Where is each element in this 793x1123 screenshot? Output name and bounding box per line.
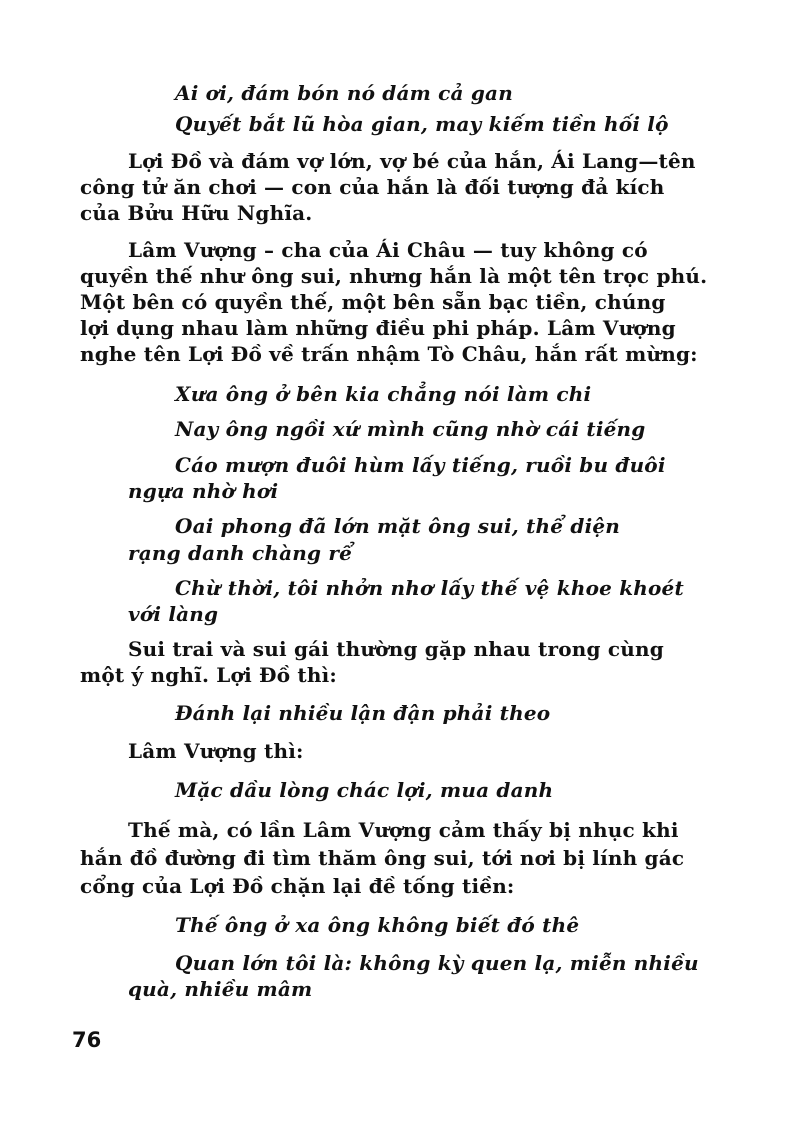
page-number: 76 — [72, 1028, 102, 1052]
paragraph-line: Lâm Vượng – cha của Ái Châu — tuy không có — [128, 238, 648, 262]
paragraph-line: cổng của Lợi Đồ chặn lại đề tống tiền: — [80, 874, 515, 898]
paragraph-line: của Bửu Hữu Nghĩa. — [80, 201, 313, 225]
verse-line: Mặc dầu lòng chác lợi, mua danh — [175, 778, 554, 802]
paragraph-line: lợi dụng nhau làm những điều phi pháp. Lâm Vượng — [80, 316, 676, 340]
paragraph-line: Một bên có quyền thế, một bên sẵn bạc tiền, chúng — [80, 290, 666, 314]
verse-line: Xưa ông ở bên kia chẳng nói làm chi — [175, 382, 592, 406]
paragraph-line: nghe tên Lợi Đồ về trấn nhậm Tò Châu, hắn rất mừng: — [80, 342, 698, 366]
verse-line: ngựa nhờ hơi — [128, 479, 279, 503]
paragraph-line: Lợi Đồ và đám vợ lớn, vợ bé của hắn, Ái Lang—tên — [128, 149, 696, 173]
verse-line: Đánh lại nhiều lận đận phải theo — [175, 701, 551, 725]
paragraph-line: Lâm Vượng thì: — [128, 739, 304, 763]
verse-line: Oai phong đã lớn mặt ông sui, thể diện — [175, 514, 621, 538]
verse-line: quà, nhiều mâm — [128, 977, 313, 1001]
verse-line: với làng — [128, 602, 219, 626]
verse-line: Cáo mượn đuôi hùm lấy tiếng, ruồi bu đuôi — [175, 453, 666, 477]
verse-line: Nay ông ngồi xứ mình cũng nhờ cái tiếng — [175, 417, 646, 441]
verse-line: Quyết bắt lũ hòa gian, may kiếm tiền hối lộ — [175, 112, 669, 136]
paragraph-line: Sui trai và sui gái thường gặp nhau trong cùng — [128, 637, 664, 661]
verse-line: Thế ông ở xa ông không biết đó thê — [175, 913, 580, 937]
paragraph-line: hắn đồ đường đi tìm thăm ông sui, tới nơi bị lính gác — [80, 846, 685, 870]
verse-line: rạng danh chàng rể — [128, 541, 353, 565]
verse-line: Chừ thời, tôi nhởn nhơ lấy thế vệ khoe khoét — [175, 576, 684, 600]
paragraph-line: công tử ăn chơi — con của hắn là đối tượng đả kích — [80, 175, 665, 199]
paragraph-line: một ý nghĩ. Lợi Đồ thì: — [80, 663, 337, 687]
paragraph-line: Thế mà, có lần Lâm Vượng cảm thấy bị nhục khi — [128, 818, 679, 842]
verse-line: Ai ơi, đám bón nó dám cả gan — [175, 81, 513, 105]
paragraph-line: quyền thế như ông sui, nhưng hắn là một tên trọc phú. — [80, 264, 708, 288]
verse-line: Quan lớn tôi là: không kỳ quen lạ, miễn nhiều — [175, 951, 699, 975]
